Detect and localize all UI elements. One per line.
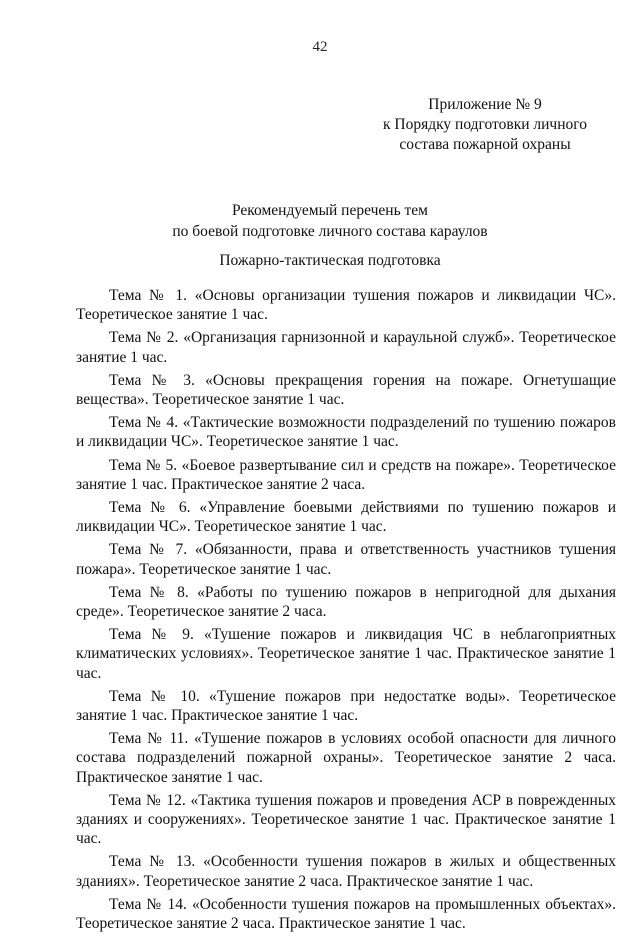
topic-item: Тема № 6. «Управление боевыми действиями по тушению пожаров и ликвидации ЧС». Теоретическое занятие 1 час. [76, 499, 616, 536]
topic-item: Тема № 9. «Тушение пожаров и ликвидация ЧС в неблагоприятных климатических условиях». Теоретическое занятие 1 час. Практическое занятие 1 час. [76, 626, 616, 682]
document-title-line-2: по боевой подготовке личного состава караулов [172, 223, 488, 240]
topic-item: Тема № 4. «Тактические возможности подразделений по тушению пожаров и ликвидации ЧС». Теоретическое занятие 1 час. [76, 414, 616, 451]
page-number: 42 [312, 39, 328, 55]
topic-item: Тема № 14. «Особенности тушения пожаров на промышленных объектах». Теоретическое занятие 2 часа. Практическое занятие 1 час. [76, 895, 616, 933]
appendix-line-3: состава пожарной охраны [399, 136, 571, 153]
topic-item: Тема № 8. «Работы по тушению пожаров в непригодной для дыхания среде». Теоретическое занятие 2 часа. [76, 583, 616, 621]
section-title: Пожарно-тактическая подготовка [219, 252, 441, 269]
topic-item: Тема № 12. «Тактика тушения пожаров и проведения АСР в поврежденных зданиях и сооружениях». Теоретическое занятие 1 час. Практическое занятие 1 час. [76, 791, 616, 848]
appendix-header [355, 95, 615, 155]
appendix-line-1: Приложение № 9 [428, 96, 542, 113]
topic-item: Тема № 7. «Обязанности, права и ответственность участников тушения пожара». Теоретическое занятие 1 час. [76, 541, 616, 578]
document-title-line-1: Рекомендуемый перечень тем [232, 202, 428, 219]
topic-item: Тема № 1. «Основы организации тушения пожаров и ликвидации ЧС». Теоретическое занятие 1 час. [76, 287, 616, 324]
topic-item: Тема № 5. «Боевое развертывание сил и средств на пожаре». Теоретическое занятие 1 час. Практическое занятие 2 часа. [76, 456, 616, 493]
topic-item: Тема № 10. «Тушение пожаров при недостатке воды». Теоретическое занятие 1 час. Практическое занятие 1 час. [76, 687, 616, 725]
topic-item: Тема № 13. «Особенности тушения пожаров в жилых и общественных зданиях». Теоретическое занятие 2 часа. Практическое занятие 1 час. [76, 853, 616, 890]
topic-item: Тема № 11. «Тушение пожаров в условиях особой опасности для личного состава подразделений пожарной охраны». Теоретическое занятие 2 часа. Практическое занятие 1 час. [76, 730, 616, 786]
topic-list [76, 286, 616, 937]
document-title [140, 200, 520, 242]
appendix-line-2: к Порядку подготовки личного [383, 116, 587, 133]
topic-item: Тема № 2. «Организация гарнизонной и караульной служб». Теоретическое занятие 1 час. [76, 329, 616, 366]
topic-item: Тема № 3. «Основы прекращения горения на пожаре. Огнетушащие вещества». Теоретическое занятие 1 час. [76, 371, 616, 409]
